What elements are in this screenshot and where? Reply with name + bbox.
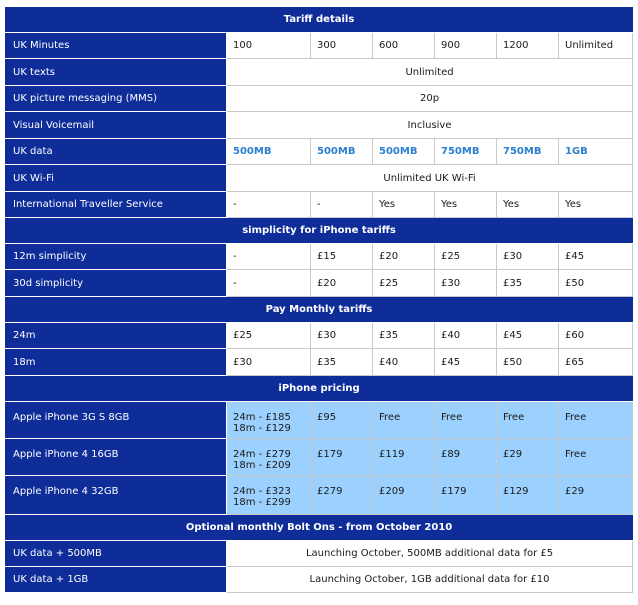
row-uk-minutes xyxy=(5,33,633,59)
row-mms xyxy=(5,86,633,112)
cell: Yes xyxy=(435,192,497,218)
cell: £179 xyxy=(435,476,497,515)
cell: £25 xyxy=(435,244,497,270)
price-24m: 24m - £185 xyxy=(233,412,291,423)
row-label: 18m xyxy=(5,349,227,376)
price-24m: 24m - £279 xyxy=(233,449,291,460)
row-label: UK Minutes xyxy=(5,33,227,59)
row-voicemail xyxy=(5,112,633,139)
section-pay-monthly xyxy=(5,297,633,323)
row-label: UK texts xyxy=(5,59,227,86)
cell: Unlimited xyxy=(227,59,633,86)
row-label: UK data xyxy=(5,139,227,165)
cell: £40 xyxy=(435,323,497,349)
section-title: Optional monthly Bolt Ons - from October 2010 xyxy=(5,515,633,541)
cell: £209 xyxy=(373,476,435,515)
cell: £20 xyxy=(311,270,373,297)
row-iphone-3gs-8gb xyxy=(5,402,633,439)
row-iphone-4-16gb xyxy=(5,439,633,476)
cell: - xyxy=(311,192,373,218)
cell: - xyxy=(227,244,311,270)
section-title: iPhone pricing xyxy=(5,376,633,402)
cell: £95 xyxy=(311,402,373,439)
cell: 600 xyxy=(373,33,435,59)
row-uk-texts xyxy=(5,59,633,86)
row-label: Visual Voicemail xyxy=(5,112,227,139)
cell: £40 xyxy=(373,349,435,376)
row-data-1gb xyxy=(5,567,633,593)
cell: 20p xyxy=(227,86,633,112)
section-title: simplicity for iPhone tariffs xyxy=(5,218,633,244)
cell: £45 xyxy=(559,244,633,270)
cell: £119 xyxy=(373,439,435,476)
tariff-table xyxy=(5,7,633,593)
row-traveller xyxy=(5,192,633,218)
row-uk-data xyxy=(5,139,633,165)
cell: Free xyxy=(497,402,559,439)
cell: Launching October, 1GB additional data for £10 xyxy=(227,567,633,593)
cell xyxy=(227,402,311,439)
price-18m: 18m - £209 xyxy=(233,460,291,471)
cell: Free xyxy=(559,402,633,439)
cell: Free xyxy=(373,402,435,439)
cell: 900 xyxy=(435,33,497,59)
cell: Inclusive xyxy=(227,112,633,139)
cell: Unlimited UK Wi-Fi xyxy=(227,165,633,192)
cell: £30 xyxy=(435,270,497,297)
cell: £35 xyxy=(311,349,373,376)
cell: 300 xyxy=(311,33,373,59)
cell: £25 xyxy=(227,323,311,349)
row-label: International Traveller Service xyxy=(5,192,227,218)
cell: Yes xyxy=(373,192,435,218)
row-label: Apple iPhone 3G S 8GB xyxy=(5,402,227,439)
cell: £45 xyxy=(435,349,497,376)
cell: 750MB xyxy=(497,139,559,165)
row-18m xyxy=(5,349,633,376)
cell: £20 xyxy=(373,244,435,270)
row-label: Apple iPhone 4 16GB xyxy=(5,439,227,476)
cell: 1200 xyxy=(497,33,559,59)
cell: Yes xyxy=(497,192,559,218)
cell: £179 xyxy=(311,439,373,476)
section-tariff-details xyxy=(5,7,633,33)
cell: £35 xyxy=(373,323,435,349)
section-title: Tariff details xyxy=(5,7,633,33)
price-18m: 18m - £129 xyxy=(233,423,291,434)
cell: Free xyxy=(559,439,633,476)
cell: £30 xyxy=(227,349,311,376)
cell: Unlimited xyxy=(559,33,633,59)
cell: 500MB xyxy=(311,139,373,165)
cell: - xyxy=(227,192,311,218)
price-18m: 18m - £299 xyxy=(233,497,291,508)
cell: - xyxy=(227,270,311,297)
cell: 500MB xyxy=(227,139,311,165)
section-iphone-pricing xyxy=(5,376,633,402)
cell: 500MB xyxy=(373,139,435,165)
price-24m: 24m - £323 xyxy=(233,486,291,497)
cell xyxy=(227,439,311,476)
row-label: UK data + 1GB xyxy=(5,567,227,593)
row-label: UK Wi-Fi xyxy=(5,165,227,192)
cell: £50 xyxy=(559,270,633,297)
cell: £279 xyxy=(311,476,373,515)
cell: £35 xyxy=(497,270,559,297)
cell: £60 xyxy=(559,323,633,349)
cell xyxy=(227,476,311,515)
row-label: UK picture messaging (MMS) xyxy=(5,86,227,112)
row-24m xyxy=(5,323,633,349)
section-bolt-ons xyxy=(5,515,633,541)
cell: Launching October, 500MB additional data for £5 xyxy=(227,541,633,567)
row-label: 24m xyxy=(5,323,227,349)
row-label: 30d simplicity xyxy=(5,270,227,297)
cell: £129 xyxy=(497,476,559,515)
cell: £29 xyxy=(497,439,559,476)
cell: £29 xyxy=(559,476,633,515)
cell: Free xyxy=(435,402,497,439)
row-30d-simplicity xyxy=(5,270,633,297)
row-data-500mb xyxy=(5,541,633,567)
row-12m-simplicity xyxy=(5,244,633,270)
section-title: Pay Monthly tariffs xyxy=(5,297,633,323)
row-iphone-4-32gb xyxy=(5,476,633,515)
section-simplicity xyxy=(5,218,633,244)
cell: 750MB xyxy=(435,139,497,165)
row-label: UK data + 500MB xyxy=(5,541,227,567)
cell: £15 xyxy=(311,244,373,270)
cell: £89 xyxy=(435,439,497,476)
cell: 100 xyxy=(227,33,311,59)
cell: £30 xyxy=(497,244,559,270)
cell: £45 xyxy=(497,323,559,349)
cell: £25 xyxy=(373,270,435,297)
cell: £30 xyxy=(311,323,373,349)
cell: Yes xyxy=(559,192,633,218)
cell: £65 xyxy=(559,349,633,376)
row-wifi xyxy=(5,165,633,192)
row-label: Apple iPhone 4 32GB xyxy=(5,476,227,515)
cell: 1GB xyxy=(559,139,633,165)
cell: £50 xyxy=(497,349,559,376)
row-label: 12m simplicity xyxy=(5,244,227,270)
